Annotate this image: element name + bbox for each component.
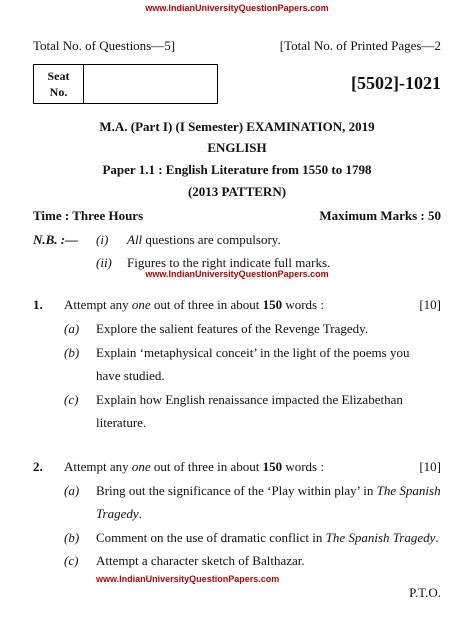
- nb-item-1: [127, 232, 281, 248]
- seat-label-line2: No.: [49, 85, 68, 99]
- q1-option-a-label: [64, 321, 79, 337]
- total-printed-pages: [Total No. of Printed Pages—2: [279, 38, 441, 53]
- exam-title: M.A. (Part I) (I Semester) EXAMINATION, 2019: [99, 119, 375, 134]
- maximum-marks: Maximum Marks : 50: [319, 208, 441, 223]
- q2a-line1-em: The Spanish: [376, 483, 441, 498]
- q1-option-c-label: [64, 392, 78, 408]
- q2-intro-em: one: [131, 459, 151, 474]
- time-allowed: Time : Three Hours: [33, 208, 144, 223]
- question-1-marks: [10]: [419, 297, 441, 312]
- q2-words: 150: [262, 459, 283, 474]
- watermark-bottom: www.IndianUniversityQuestionPapers.com: [96, 574, 280, 584]
- q2b-label-text: (b): [64, 530, 80, 545]
- q1-option-c-line2: literature.: [96, 415, 147, 430]
- q2a-line2-end: .: [138, 506, 142, 521]
- q2a-label-text: (a): [64, 483, 80, 498]
- seat-number-box: [33, 64, 218, 104]
- q1-option-b-line2: have studied.: [96, 368, 165, 383]
- nb-item-1-text: questions are compulsory.: [145, 232, 281, 247]
- nb-item-2: Figures to the right indicate full marks.: [127, 255, 331, 270]
- q2b-line1-text: Comment on the use of dramatic conflict in: [96, 530, 323, 545]
- q2-option-a-line2: [96, 506, 142, 522]
- q1b-label-text: (b): [64, 345, 80, 360]
- q1-option-b-label: [64, 345, 79, 361]
- nb-item-1-lead: All: [127, 232, 143, 247]
- nb-item-2-num-text: (ii): [96, 255, 112, 270]
- watermark-top: www.IndianUniversityQuestionPapers.com: [145, 3, 329, 13]
- q1-option-b-line1: Explain ‘metaphysical conceit’ in the light of the poems you: [96, 345, 410, 360]
- nb-item-1-num-text: (i): [96, 232, 109, 247]
- exam-paper: Paper 1.1 : English Literature from 1550 to 1798: [102, 162, 372, 177]
- question-1-intro: [64, 297, 324, 313]
- q2-intro-c: words :: [285, 459, 324, 474]
- q1-option-c-line1: Explain how English renaissance impacted the Elizabethan: [96, 392, 403, 407]
- q2b-line1-end: .: [435, 530, 439, 545]
- watermark-middle: www.IndianUniversityQuestionPapers.com: [145, 269, 329, 279]
- q2-option-a-line1: [96, 483, 441, 499]
- seat-label-line1: Seat: [47, 69, 70, 83]
- seat-label: [34, 65, 84, 103]
- nb-item-1-num: [96, 232, 108, 248]
- q2-intro-a: Attempt any: [64, 459, 129, 474]
- q2-option-c-label: [64, 553, 78, 569]
- q2a-line2-em: Tragedy: [96, 506, 139, 521]
- q2-intro-b: out of three in about: [153, 459, 260, 474]
- nb-label: [33, 232, 78, 248]
- q1-intro-em: one: [131, 297, 151, 312]
- q2-option-c-line1: Attempt a character sketch of Balthazar.: [96, 553, 305, 568]
- nb-label-text: N.B. :—: [33, 232, 79, 247]
- paper-code: [5502]-1021: [351, 73, 441, 93]
- q2-option-b-label: [64, 530, 79, 546]
- q1-intro-c: words :: [285, 297, 324, 312]
- q1c-label-text: (c): [64, 392, 79, 407]
- q2-option-b-line1: [96, 530, 439, 546]
- question-2-number: 2.: [33, 459, 43, 474]
- question-2-intro: [64, 459, 324, 475]
- q2-option-a-label: [64, 483, 79, 499]
- q1-option-a-line1: Explore the salient features of the Revenge Tragedy.: [96, 321, 369, 336]
- q1-intro-a: Attempt any: [64, 297, 129, 312]
- exam-pattern: (2013 PATTERN): [187, 184, 287, 199]
- q1-words: 150: [262, 297, 283, 312]
- q1a-label-text: (a): [64, 321, 80, 336]
- question-1-number: 1.: [33, 297, 43, 312]
- q2c-label-text: (c): [64, 553, 79, 568]
- pto-label: P.T.O.: [409, 585, 441, 600]
- exam-subject: ENGLISH: [207, 140, 267, 155]
- question-2-marks: [10]: [419, 459, 441, 474]
- q2a-line1-text: Bring out the significance of the ‘Play within play’ in: [96, 483, 374, 498]
- total-questions: Total No. of Questions—5]: [33, 38, 176, 53]
- q1-intro-b: out of three in about: [153, 297, 260, 312]
- q2b-line1-em: The Spanish Tragedy: [325, 530, 436, 545]
